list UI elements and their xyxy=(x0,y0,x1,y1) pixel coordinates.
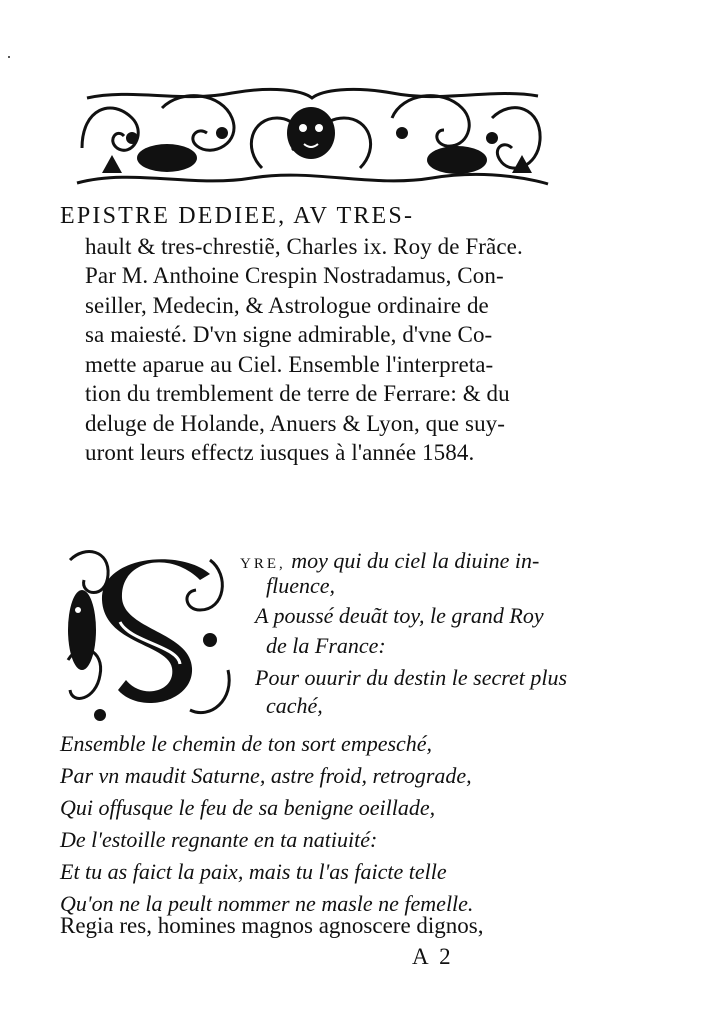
verse-first-word: YRE, xyxy=(240,556,286,572)
latin-verse-line: Regia res, homines magnos agnoscere dignos, xyxy=(60,913,484,938)
verse-line: fluence, xyxy=(266,573,336,598)
verse-line: caché, xyxy=(266,693,323,718)
decorated-initial-s xyxy=(60,540,236,726)
title-line: uront leurs effectz iusques à l'année 1584. xyxy=(85,440,475,465)
title-line: tion du tremblement de terre de Ferrare: & du xyxy=(85,381,510,406)
title-line: EPISTRE DEDIEE, AV TRES- xyxy=(60,203,415,229)
verse-line: Pour ouurir du destin le secret plus xyxy=(255,665,568,690)
verse-line: de la France: xyxy=(266,633,386,658)
ornamental-headpiece xyxy=(72,78,550,196)
verse-line: Par vn maudit Saturne, astre froid, retrograde, xyxy=(60,763,472,788)
verse-line: A poussé deuãt toy, le grand Roy xyxy=(255,603,544,628)
title-line: deluge de Holande, Anuers & Lyon, que suy- xyxy=(85,410,506,436)
verse-line: De l'estoille regnante en ta natiuité: xyxy=(60,827,378,852)
paper-speck xyxy=(8,56,10,58)
verse-line-text: moy qui du ciel la diuine in- xyxy=(285,548,540,573)
verse-line: Qu'on ne la peult nommer ne masle ne femelle. xyxy=(60,891,474,916)
title-line: seiller, Medecin, & Astrologue ordinaire de xyxy=(85,292,489,318)
verse-line: Qui offusque le feu de sa benigne oeillade, xyxy=(60,795,436,820)
initial-woodcut xyxy=(60,540,236,726)
signature-mark: A 2 xyxy=(412,944,454,969)
title-line: mette aparue au Ciel. Ensemble l'interpreta- xyxy=(85,351,494,377)
title-line: Par M. Anthoine Crespin Nostradamus, Con- xyxy=(85,263,504,288)
title-line: hault & tres-chrestiẽ, Charles ix. Roy de Frãce. xyxy=(85,233,523,259)
title-line: sa maiesté. D'vn signe admirable, d'vne Co- xyxy=(85,322,493,347)
verse-line: Et tu as faict la paix, mais tu l'as faicte telle xyxy=(60,859,447,884)
title-paragraph xyxy=(60,202,580,468)
verse-line: Ensemble le chemin de ton sort empesché, xyxy=(60,731,433,756)
headpiece-woodcut xyxy=(72,78,550,196)
